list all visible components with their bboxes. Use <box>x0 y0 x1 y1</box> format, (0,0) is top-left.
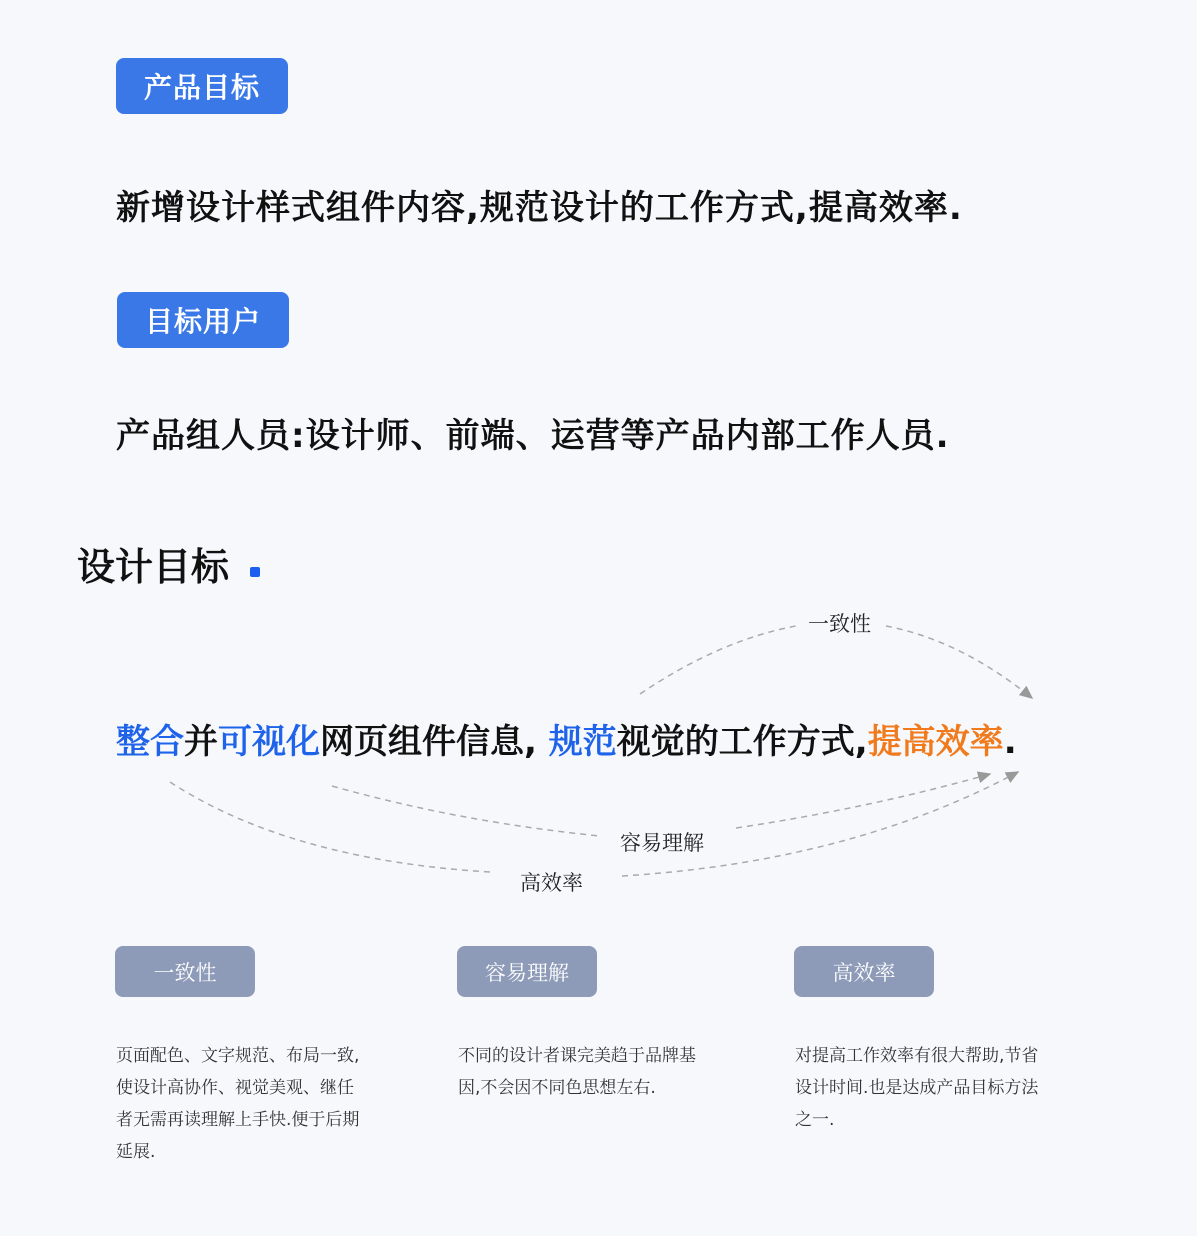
desc-line: 之一. <box>795 1110 835 1130</box>
design-goal-headline <box>116 714 1017 763</box>
headline-visualize: 可视化 <box>218 722 320 762</box>
card-understand-desc <box>458 1040 758 1104</box>
desc-line: 对提高工作效率有很大帮助,节省 <box>795 1046 1039 1066</box>
desc-line: 使设计高协作、视觉美观、继任 <box>116 1078 354 1098</box>
connector-understand-right <box>736 774 990 828</box>
desc-line: 页面配色、文字规范、布局一致, <box>116 1046 360 1066</box>
node-understand: 容易理解 <box>608 823 716 861</box>
design-goal-title: 设计目标 <box>77 545 230 589</box>
headline-visual-workflow: 视觉的工作方式, <box>616 722 868 762</box>
card-efficiency-pill: 高效率 <box>794 946 934 997</box>
desc-line: 设计时间.也是达成产品目标方法 <box>795 1078 1039 1098</box>
target-users-tag: 目标用户 <box>117 292 289 348</box>
product-goal-text: 新增设计样式组件内容,规范设计的工作方式,提高效率. <box>116 188 963 228</box>
card-consistency-desc <box>116 1040 416 1168</box>
card-efficiency-desc <box>795 1040 1095 1136</box>
card-consistency-pill: 一致性 <box>115 946 255 997</box>
connector-consistency-arrow <box>886 626 1032 698</box>
node-efficiency: 高效率 <box>508 863 595 901</box>
headline-integrate: 整合 <box>116 722 184 762</box>
headline-period: . <box>1003 722 1017 762</box>
headline-standardize: 规范 <box>548 722 617 762</box>
node-consistency: 一致性 <box>796 604 883 642</box>
desc-line: 因,不会因不同色思想左右. <box>458 1078 656 1098</box>
card-understand-pill: 容易理解 <box>457 946 597 997</box>
desc-line: 者无需再读理解上手快.便于后期 <box>116 1110 360 1130</box>
desc-line: 不同的设计者课完美趋于品牌基 <box>458 1046 696 1066</box>
product-goal-tag: 产品目标 <box>116 58 288 114</box>
headline-and: 并 <box>184 722 218 762</box>
connector-understand-left <box>332 786 600 836</box>
connector-consistency <box>640 626 796 694</box>
desc-line: 延展. <box>116 1142 156 1162</box>
headline-web-components: 网页组件信息, <box>320 722 549 762</box>
target-users-text: 产品组人员:设计师、前端、运营等产品内部工作人员. <box>116 416 950 456</box>
connector-efficiency-left <box>170 782 490 872</box>
headline-improve-efficiency: 提高效率 <box>867 722 1004 762</box>
